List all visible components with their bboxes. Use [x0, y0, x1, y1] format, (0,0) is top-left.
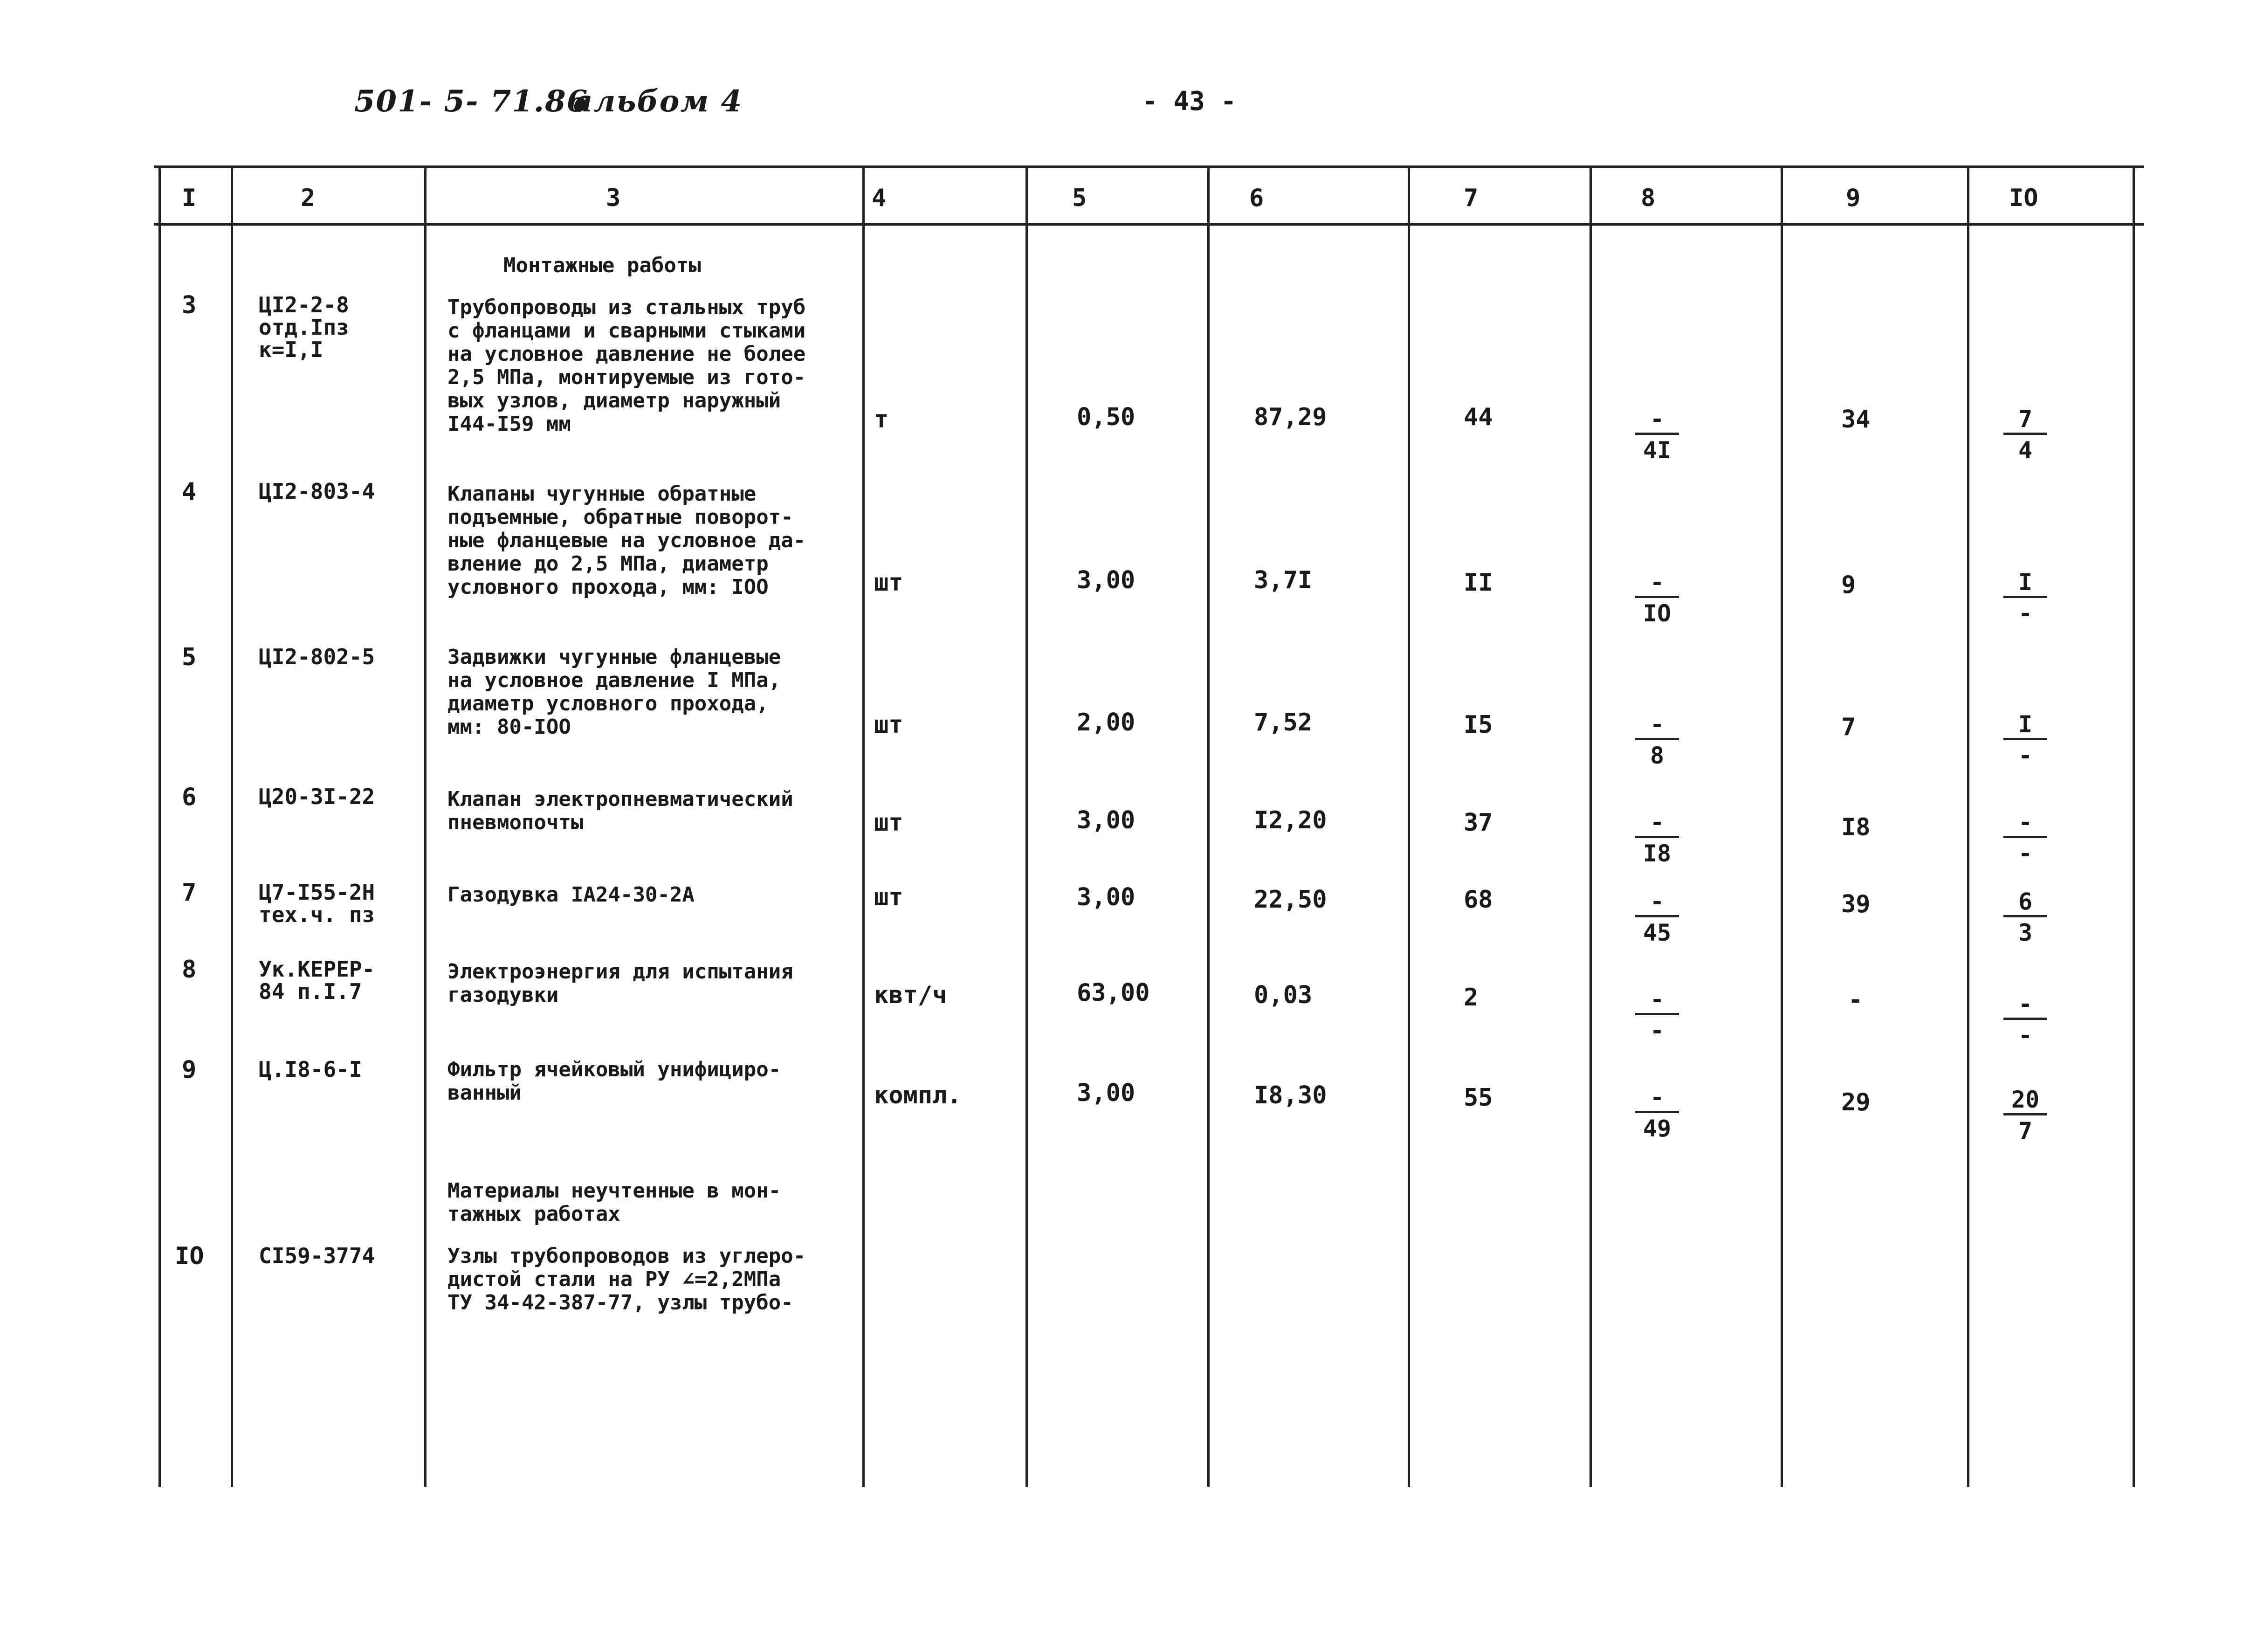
fraction-bar	[1635, 433, 1679, 435]
row-number: 9	[182, 1056, 197, 1084]
fraction-bar	[2003, 738, 2047, 740]
row-number: 5	[182, 643, 197, 671]
fraction-numerator: I	[2018, 711, 2033, 738]
col8-fraction	[1631, 711, 1683, 769]
fraction-denominator: I8	[1643, 840, 1672, 867]
fraction-denominator: 4	[2018, 437, 2033, 464]
col-header-8: 8	[1641, 184, 1656, 212]
table-top-border	[154, 165, 2144, 168]
norm-code: Ц.I8-6-I	[259, 1057, 362, 1082]
norm-code: СI59-3774	[259, 1243, 375, 1268]
norm-code: Ц7-I55-2Н тех.ч. пз	[259, 880, 375, 927]
unit: шт	[874, 809, 903, 837]
fraction-numerator: -	[1650, 888, 1665, 915]
total-cost: II	[1464, 569, 1493, 597]
fraction-numerator: -	[2018, 809, 2033, 836]
designation-handwritten: 501- 5- 71.86	[354, 84, 589, 119]
fraction-bar	[2003, 836, 2047, 838]
total-cost: 68	[1464, 886, 1493, 914]
fraction-bar	[1635, 915, 1679, 917]
unit-price: 0,03	[1254, 981, 1313, 1009]
col-header-7: 7	[1464, 184, 1479, 212]
col-border	[862, 168, 865, 1487]
col-border	[1590, 168, 1592, 1487]
col-header-2: 2	[301, 184, 316, 212]
quantity: 3,00	[1077, 883, 1135, 911]
work-description: Клапаны чугунные обратные подъемные, обратные поворот- ные фланцевые на условное да- вление до 2,5 МПа, диаметр условного прохода, мм: IOO	[447, 482, 806, 599]
fraction-numerator: 6	[2018, 888, 2033, 915]
fraction-bar	[1635, 738, 1679, 740]
work-description: Клапан электропневматический пневмопочты	[447, 787, 793, 834]
album-handwritten: альбом 4	[573, 84, 743, 119]
row-number: 4	[182, 478, 197, 506]
col9-value: 7	[1841, 713, 1856, 741]
unit: компл.	[874, 1081, 962, 1109]
total-cost: 55	[1464, 1084, 1493, 1112]
col9-value: I8	[1841, 813, 1871, 841]
total-cost: 2	[1464, 984, 1479, 1012]
quantity: 2,00	[1077, 709, 1135, 737]
fraction-denominator: -	[2018, 600, 2033, 627]
fraction-bar	[2003, 915, 2047, 917]
fraction-denominator: 7	[2018, 1117, 2033, 1144]
work-description: Фильтр ячейковый унифициро- ванный	[447, 1058, 781, 1105]
fraction-numerator: -	[1650, 711, 1665, 738]
norm-code: ЦI2-802-5	[259, 644, 375, 669]
fraction-numerator: 7	[2018, 406, 2033, 433]
fraction-denominator: -	[2018, 1022, 2033, 1049]
fraction-numerator: -	[1650, 809, 1665, 836]
col8-fraction	[1631, 809, 1683, 867]
norm-code: ЦI2-803-4	[259, 479, 375, 504]
col10-fraction	[2000, 888, 2051, 946]
col10-fraction	[2000, 1086, 2051, 1144]
col-border	[158, 168, 161, 1487]
norm-code: Ук.КЕРЕР- 84 п.I.7	[259, 957, 375, 1004]
norm-code: Ц20-3I-22	[259, 784, 375, 809]
norm-code: ЦI2-2-8 отд.Iпз к=I,I	[259, 292, 349, 362]
unit-price: I8,30	[1254, 1081, 1327, 1109]
fraction-denominator: -	[2018, 840, 2033, 867]
col-header-9: 9	[1846, 184, 1861, 212]
fraction-denominator: 3	[2018, 919, 2033, 946]
fraction-bar	[1635, 836, 1679, 838]
fraction-denominator: 4I	[1643, 437, 1672, 464]
col8-fraction	[1631, 569, 1683, 627]
col-border	[1967, 168, 1969, 1487]
col9-value: -	[1848, 986, 1863, 1014]
fraction-numerator: -	[1650, 406, 1665, 433]
total-cost: 44	[1464, 403, 1493, 431]
row-number: 3	[182, 291, 197, 319]
unit: т	[874, 406, 889, 434]
fraction-numerator: -	[2018, 991, 2033, 1018]
col-header-1: I	[182, 184, 197, 212]
col-header-6: 6	[1249, 184, 1264, 212]
fraction-bar	[1635, 596, 1679, 598]
total-cost: 37	[1464, 809, 1493, 837]
unit-price: 87,29	[1254, 403, 1327, 431]
unit-price: I2,20	[1254, 806, 1327, 834]
quantity: 3,00	[1077, 566, 1135, 594]
quantity: 63,00	[1077, 979, 1150, 1007]
fraction-numerator: 20	[2011, 1086, 2040, 1113]
col-border	[231, 168, 233, 1487]
quantity: 3,00	[1077, 806, 1135, 834]
fraction-denominator: -	[2018, 742, 2033, 769]
col8-fraction	[1631, 986, 1683, 1044]
fraction-numerator: -	[1650, 569, 1665, 596]
unit-price: 22,50	[1254, 886, 1327, 914]
col-border	[1781, 168, 1783, 1487]
unit: квт/ч	[874, 981, 947, 1009]
work-description: Газодувка IA24-30-2A	[447, 883, 695, 907]
fraction-numerator: -	[1650, 1084, 1665, 1111]
work-description: Узлы трубопроводов из углеро- дистой стали на РУ ∠=2,2МПа ТУ 34-42-387-77, узлы трубо-	[447, 1244, 806, 1315]
unit: шт	[874, 883, 903, 911]
total-cost: I5	[1464, 711, 1493, 739]
col10-fraction	[2000, 991, 2051, 1049]
col10-fraction	[2000, 711, 2051, 769]
col-header-4: 4	[872, 184, 887, 212]
col-border	[424, 168, 427, 1487]
fraction-bar	[1635, 1111, 1679, 1113]
fraction-bar	[2003, 433, 2047, 435]
col-header-10: IO	[2009, 184, 2038, 212]
fraction-numerator: I	[2018, 569, 2033, 596]
col-header-5: 5	[1072, 184, 1087, 212]
fraction-bar	[2003, 1018, 2047, 1020]
section-title-installation: Монтажные работы	[503, 254, 701, 277]
col8-fraction	[1631, 1084, 1683, 1142]
col-border	[1207, 168, 1210, 1487]
col9-value: 39	[1841, 890, 1871, 918]
unit: шт	[874, 711, 903, 739]
col10-fraction	[2000, 406, 2051, 464]
col10-fraction	[2000, 809, 2051, 867]
col9-value: 34	[1841, 406, 1871, 434]
col8-fraction	[1631, 406, 1683, 464]
section-title-materials: Материалы неучтенные в мон- тажных работах	[447, 1179, 781, 1226]
unit-price: 3,7I	[1254, 566, 1313, 594]
col-header-3: 3	[606, 184, 621, 212]
fraction-bar	[1635, 1013, 1679, 1015]
page-number: - 43 -	[1142, 86, 1237, 117]
col9-value: 9	[1841, 571, 1856, 599]
header-bottom-border	[154, 223, 2144, 226]
work-description: Электроэнергия для испытания газодувки	[447, 960, 793, 1007]
fraction-denominator: -	[1650, 1017, 1665, 1044]
row-number: 6	[182, 783, 197, 811]
row-number: IO	[175, 1242, 204, 1270]
quantity: 3,00	[1077, 1079, 1135, 1107]
fraction-denominator: 8	[1650, 742, 1665, 769]
work-description: Задвижки чугунные фланцевые на условное давление I МПа, диаметр условного прохода, мм: 80-IOO	[447, 645, 781, 739]
col8-fraction	[1631, 888, 1683, 946]
quantity: 0,50	[1077, 403, 1135, 431]
row-number: 8	[182, 956, 197, 984]
col9-value: 29	[1841, 1088, 1871, 1116]
col-border	[1408, 168, 1410, 1487]
fraction-bar	[2003, 596, 2047, 598]
fraction-denominator: 45	[1643, 919, 1672, 946]
row-number: 7	[182, 879, 197, 907]
col10-fraction	[2000, 569, 2051, 627]
fraction-denominator: 49	[1643, 1115, 1672, 1142]
work-description: Трубопроводы из стальных труб с фланцами и сварными стыками на условное давление не более 2,5 МПа, монтируемые из гото- вых узлов, диаметр наружный I44-I59 мм	[447, 296, 806, 436]
fraction-denominator: IO	[1643, 600, 1672, 627]
col-border	[1025, 168, 1028, 1487]
col-border	[2133, 168, 2135, 1487]
fraction-numerator: -	[1650, 986, 1665, 1013]
unit-price: 7,52	[1254, 709, 1313, 737]
fraction-bar	[2003, 1113, 2047, 1115]
unit: шт	[874, 569, 903, 597]
